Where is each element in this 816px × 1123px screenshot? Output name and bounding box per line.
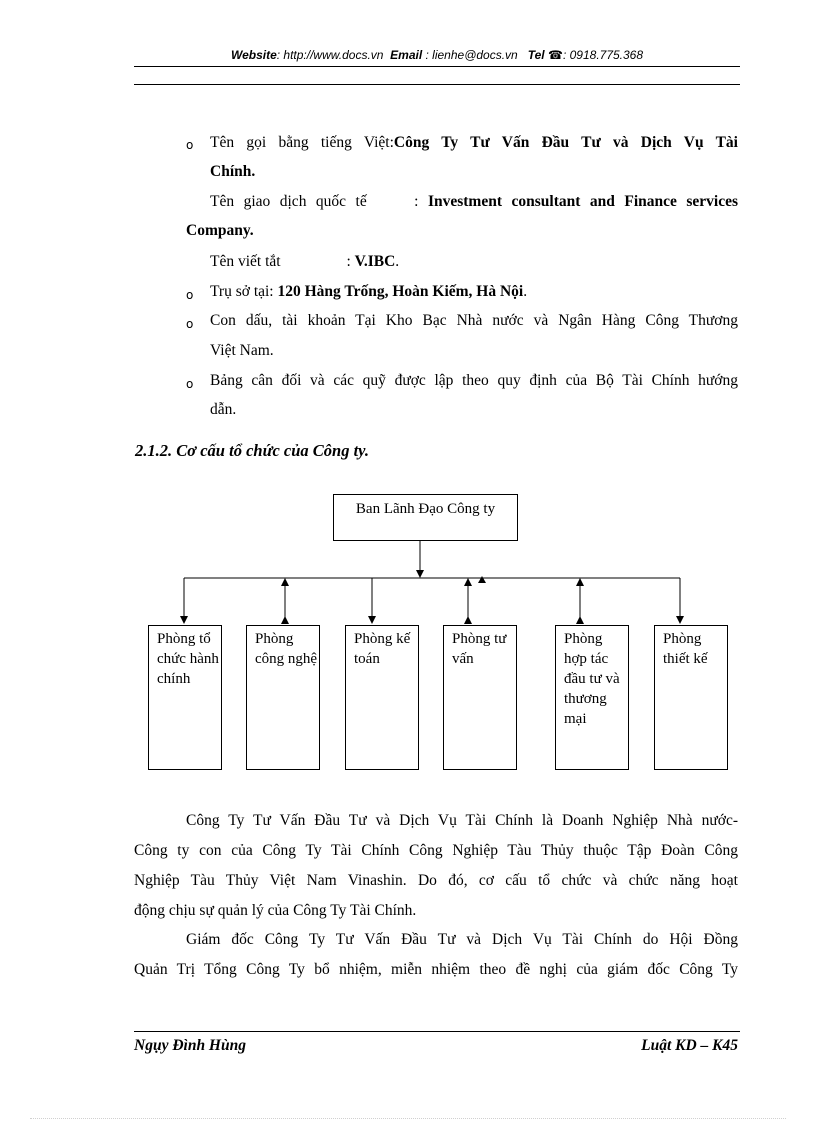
paragraph-2-line: Quản Trị Tổng Công Ty bổ nhiệm, miễn nhiệm theo đề nghị của giám đốc Công Ty [134, 961, 738, 978]
balance-sheet-line2: dẫn. [210, 401, 237, 418]
headquarters-value: 120 Hàng Trống, Hoàn Kiếm, Hà Nội [277, 283, 524, 300]
org-dept-box: Phòng tổ chức hành chính [148, 625, 222, 770]
paragraph-2-line: Giám đốc Công Ty Tư Vấn Đầu Tư và Dịch Vụ Tài Chính do Hội Đồng [186, 931, 738, 948]
paragraph-1-line: Công ty con của Công Ty Tài Chính Công Nghiệp Tàu Thủy thuộc Tập Đoàn Công [134, 842, 738, 859]
company-name-intl-value-2: Company. [186, 222, 254, 239]
bullet-marker: o [186, 377, 194, 391]
abbreviation-value: V.IBC [354, 253, 396, 270]
headquarters-label: Trụ sở tại: [210, 283, 278, 300]
email-label: Email [390, 48, 423, 62]
footer-author: Ngụy Đình Hùng [134, 1037, 246, 1054]
paragraph-1-line: Nghiệp Tàu Thủy Việt Nam Vinashin. Do đó, cơ cấu tổ chức và chức năng hoạt [134, 872, 738, 889]
abbreviation-label: Tên viết tắt : [210, 253, 355, 270]
company-name-vn-label: Tên gọi bằng tiếng Việt: [210, 134, 394, 151]
seal-account-line2: Việt Nam. [210, 342, 274, 359]
phone-icon: ☎ [548, 48, 563, 62]
org-dept-box: Phòng công nghệ [246, 625, 320, 770]
org-top-box: Ban Lãnh Đạo Công ty [333, 494, 518, 541]
footer-rule [134, 1031, 740, 1032]
org-dept-box: Phòng kế toán [345, 625, 419, 770]
org-dept-box: Phòng tư vấn [443, 625, 517, 770]
tel-value: : 0918.775.368 [562, 48, 644, 62]
company-name-intl-label: Tên giao dịch quốc tế : [210, 193, 428, 210]
headquarters-period: . [523, 283, 528, 300]
org-dept-box: Phòng hợp tác đầu tư và thương mại [555, 625, 629, 770]
email-value: : lienhe@docs.vn [425, 48, 518, 62]
page-bottom-edge [30, 1118, 786, 1119]
bullet-marker: o [186, 288, 194, 302]
website-value: : http://www.docs.vn [276, 48, 384, 62]
company-name-vn-value: Công Ty Tư Vấn Đầu Tư và Dịch Vụ Tài [393, 134, 738, 151]
paragraph-1-line: Công Ty Tư Vấn Đầu Tư và Dịch Vụ Tài Chính là Doanh Nghiệp Nhà nước- [186, 812, 738, 829]
bullet-marker: o [186, 317, 194, 331]
website-label: Website [230, 48, 277, 62]
org-dept-box: Phòng thiết kế [654, 625, 728, 770]
connector-stray-arrow [478, 576, 486, 583]
abbreviation-period: . [395, 253, 400, 270]
paragraph-1-line: động chịu sự quản lý của Công Ty Tài Chính. [134, 902, 417, 919]
company-name-intl-value: Investment consultant and Finance services [427, 193, 739, 210]
balance-sheet-line: Bảng cân đối và các quỹ được lập theo quy định của Bộ Tài Chính hướng [210, 372, 738, 389]
footer-class: Luật KD – K45 [641, 1037, 738, 1054]
section-heading: 2.1.2. Cơ cấu tổ chức của Công ty. [135, 441, 370, 460]
bullet-marker: o [186, 138, 194, 152]
tel-label: Tel [527, 48, 545, 62]
company-name-vn-value-2: Chính. [210, 163, 256, 180]
seal-account-line: Con dấu, tài khoản Tại Kho Bạc Nhà nước và Ngân Hàng Công Thương [210, 312, 738, 329]
